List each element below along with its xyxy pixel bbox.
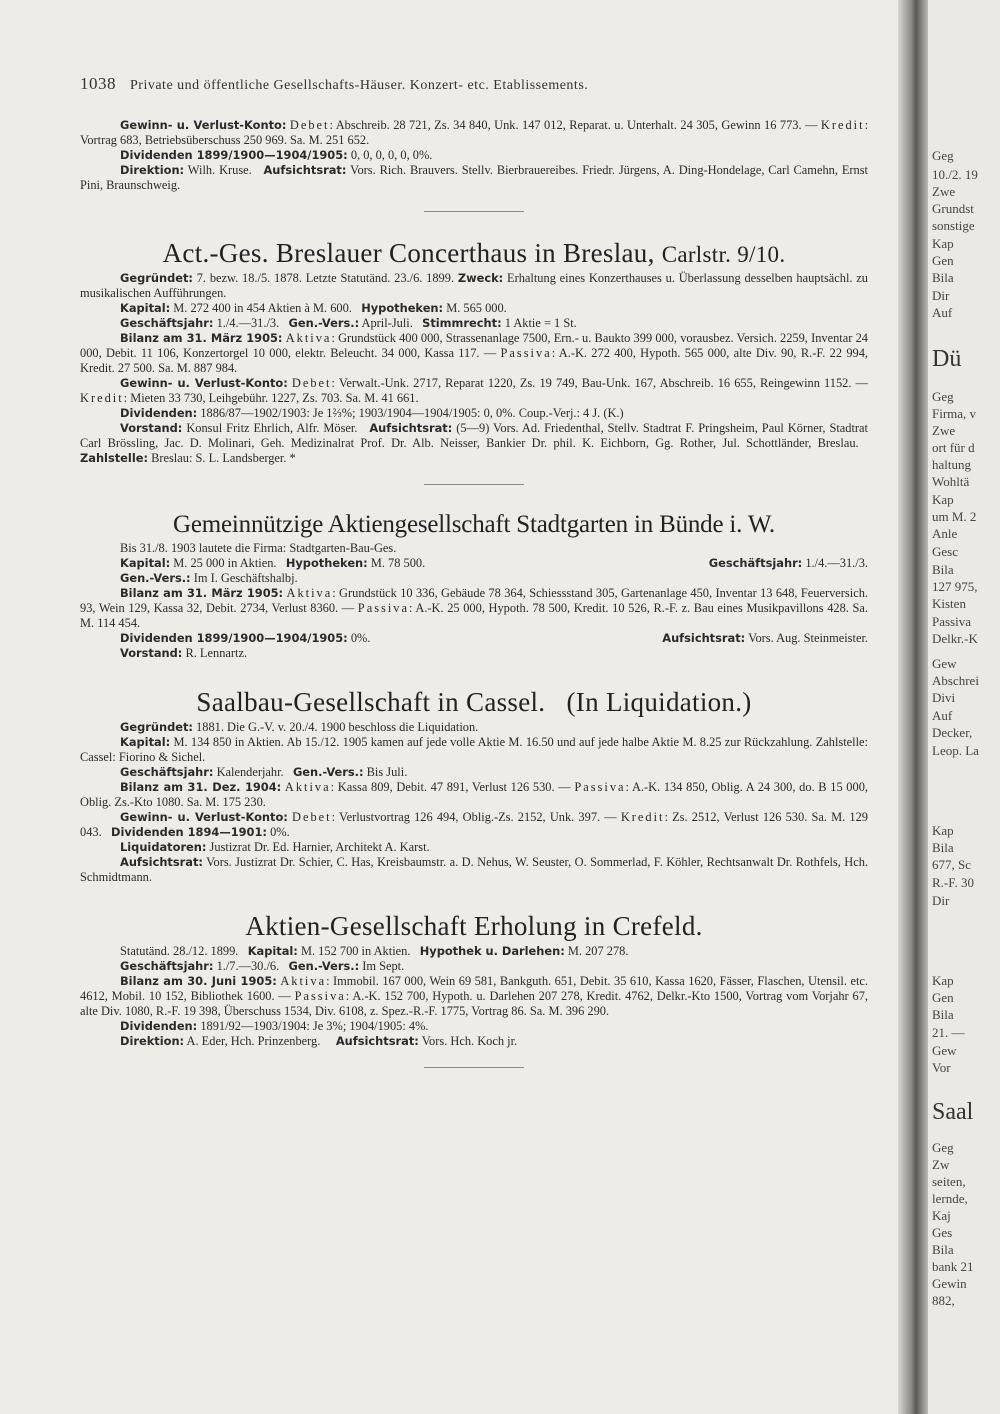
fragment-text: Gew <box>932 656 957 671</box>
text: 0%. <box>347 631 371 645</box>
text: : Abschreib. 28 721, Zs. 34 840, Unk. 147 012, Reparat. u. Unterhalt. 24 305, Gewinn 16 773. — <box>329 118 821 132</box>
fragment-text: lernde, <box>932 1191 968 1206</box>
paragraph <box>80 959 868 974</box>
adjacent-page-fragment <box>928 0 1000 1414</box>
label: Zweck: <box>457 271 504 285</box>
text: Aktiva <box>285 331 332 345</box>
entry-continuation <box>80 118 868 212</box>
label: Geschäftsjahr: <box>120 316 214 330</box>
fragment-text: Gesc <box>932 544 958 559</box>
fragment-text: sonstige <box>932 218 975 233</box>
label: Aufsichtsrat: <box>335 1034 419 1048</box>
paragraph <box>80 974 868 1019</box>
title-suffix: (In Liquidation.) <box>566 687 752 717</box>
text: Debet <box>291 376 332 390</box>
text: Statutänd. 28./12. 1899. <box>120 944 239 958</box>
label: Gewinn- u. Verlust-Konto: <box>120 810 288 824</box>
fragment-text: Dir <box>932 893 950 908</box>
fragment-text: R.-F. 30 <box>932 875 974 890</box>
entry-stadtgarten-buende <box>80 511 868 661</box>
paragraph <box>80 720 868 735</box>
fragment-text: Divi <box>932 690 956 705</box>
fragment-text: Abschrei <box>932 673 979 688</box>
fragment-text: Kap <box>932 236 954 251</box>
text: 7. bezw. 18./5. 1878. Letzte Statutänd. 23./6. 1899. <box>192 271 455 285</box>
text: : A.-K. 272 400, Hypoth. 565 000, alte Div. 90, R.-F. 22 994, Kredit. 27 500. Sa. M. 887 984. <box>80 346 869 375</box>
fragment-text: Geg <box>932 148 954 163</box>
text: 1./4.—31./3. <box>213 316 280 330</box>
label: Bilanz am 30. Juni 1905: <box>120 974 277 988</box>
fragment-text: Passiva <box>932 614 971 629</box>
paragraph <box>80 163 868 193</box>
paragraph <box>80 421 868 466</box>
paragraph <box>80 556 868 571</box>
text: Bis 31./8. 1903 lautete die Firma: Stadtgarten-Bau-Ges. <box>120 541 397 555</box>
paragraph <box>80 855 868 885</box>
text: Aktiva <box>286 586 333 600</box>
text: Konsul Fritz Ehrlich, Alfr. Möser. <box>182 421 358 435</box>
paragraph <box>80 148 868 163</box>
label: Zahlstelle: <box>80 451 148 465</box>
fragment-text: 21. — <box>932 1025 965 1040</box>
fragment-text: seiten, <box>932 1174 966 1189</box>
label: Direktion: <box>120 163 185 177</box>
fragment-text: Vor <box>932 1060 951 1075</box>
label: Dividenden: <box>120 406 198 420</box>
label: Dividenden 1894—1901: <box>110 825 267 839</box>
paragraph <box>80 840 868 855</box>
text: : Kassa 809, Debit. 47 891, Verlust 126 530. — <box>330 780 575 794</box>
fragment-text: Bila <box>932 270 954 285</box>
text: Kredit <box>80 391 124 405</box>
label: Kapital: <box>247 944 298 958</box>
title-text: Saalbau-Gesellschaft in Cassel. <box>196 687 546 717</box>
divider <box>424 484 524 485</box>
text: 0, 0, 0, 0, 0, 0%. <box>347 148 433 162</box>
text: 1891/92—1903/1904: Je 3%; 1904/1905: 4%. <box>197 1019 429 1033</box>
entry-title: Gemeinnützige Aktiengesellschaft Stadtgarten in Bünde i. W. <box>173 511 775 538</box>
divider <box>424 211 524 212</box>
label: Gewinn- u. Verlust-Konto: <box>120 118 287 132</box>
fragment-text: Bila <box>932 840 954 855</box>
fragment-text: Geg <box>932 1140 954 1155</box>
text: Passiva <box>357 601 409 615</box>
label: Gen.-Vers.: <box>288 316 360 330</box>
label: Stimmrecht: <box>422 316 502 330</box>
text: 1 Aktie = 1 St. <box>501 316 577 330</box>
label: Hypotheken: <box>285 556 368 570</box>
label: Geschäftsjahr: <box>708 556 803 570</box>
fragment-text: Zwe <box>932 423 956 438</box>
fragment-text: ort für d <box>932 440 975 455</box>
fragment-text: Zwe <box>932 184 956 199</box>
label: Kapital: <box>120 556 171 570</box>
entry-title: Aktien-Gesellschaft Erholung in Crefeld. <box>245 911 703 941</box>
label: Bilanz am 31. März 1905: <box>120 586 284 600</box>
fragment-text: haltung <box>932 457 971 472</box>
paragraph <box>80 118 868 148</box>
paragraph <box>80 1034 868 1049</box>
label: Bilanz am 31. Dez. 1904: <box>120 780 282 794</box>
text: Passiva <box>294 989 346 1003</box>
text: 0%. <box>266 825 290 839</box>
paragraph <box>80 631 868 646</box>
fragment-text: Gewin <box>932 1276 967 1291</box>
fragment-text: Anle <box>932 526 958 541</box>
label: Vorstand: <box>120 646 183 660</box>
text: M. 565 000. <box>443 301 507 315</box>
fragment-text: Zw <box>932 1157 950 1172</box>
book-gutter <box>898 0 928 1414</box>
fragment-text: Leop. La <box>932 743 979 758</box>
fragment-text: Ges <box>932 1225 953 1240</box>
paragraph <box>80 376 868 406</box>
text: Vors. Rich. Brauvers. Stellv. Bierbrauereibes. Friedr. Jürgens, A. Ding-Hondelage, Carl Camehn, Ernst Pini, Braunschweig. <box>80 163 868 192</box>
label: Geschäftsjahr: <box>120 959 214 973</box>
fragment-text: Geg <box>932 389 954 404</box>
label: Direktion: <box>120 1034 185 1048</box>
text: April-Juli. <box>359 316 413 330</box>
fragment-text: Kap <box>932 492 954 507</box>
label: Aufsichtsrat: <box>263 163 347 177</box>
entry-breslauer-concerthaus <box>80 238 868 485</box>
fragment-text: Bila <box>932 1007 954 1022</box>
paragraph <box>80 646 868 661</box>
text: Aktiva <box>280 974 327 988</box>
paragraph <box>80 331 868 376</box>
text: Kredit <box>620 810 665 824</box>
title-address: Carlstr. 9/10. <box>661 242 786 267</box>
fragment-text: Kap <box>932 973 954 988</box>
fragment-text: Kaj <box>932 1208 951 1223</box>
text: Im Sept. <box>359 959 405 973</box>
label: Liquidatoren: <box>120 840 207 854</box>
fragment-text: 882, <box>932 1293 955 1308</box>
text: : A.-K. 152 700, Hypoth. u. Darlehen 207 278, Kredit. 4762, Delkr.-Kto 1500, Vortrag vom Vorjahr 67, alte Div. 1080, R.-F. 19 398, Überschuss 1534, Div. 6108, z. Spez.-R.-F. 1775, Vortrag 86. Sa. M. 396 290. <box>80 989 868 1018</box>
text: Wilh. Kruse. <box>184 163 252 177</box>
text: : Zs. 2512, Verlust 126 530. Sa. M. 129 043. <box>80 810 868 839</box>
paragraph <box>80 810 868 840</box>
label: Dividenden 1899/1900—1904/1905: <box>120 148 348 162</box>
text: Kredit <box>820 118 865 132</box>
fragment-text: Firma, v <box>932 406 977 421</box>
entry-title <box>80 238 868 269</box>
paragraph <box>80 586 868 631</box>
text: Justizrat Dr. Ed. Harnier, Architekt A. Karst. <box>206 840 430 854</box>
label: Gewinn- u. Verlust-Konto: <box>120 376 288 390</box>
text: (5—9) Vors. Ad. Friedenthal, Stellv. Stadtrat F. Pringsheim, Paul Körner, Stadtrat Carl Brössling, Jac. D. Molinari, Geh. Medizinalrat Prof. Dr. Alb. Neisser, Bankier Dr. phil. K. Eichborn, Gg. Rother, Jul. Schottländer, Breslau. <box>80 421 868 450</box>
text: M. 25 000 in Aktien. <box>170 556 277 570</box>
text: : A.-K. 134 850, Oblig. A 24 300, do. B 15 000, Oblig. Zs.-Kto 1080. Sa. M. 175 230. <box>80 780 868 809</box>
label: Dividenden: <box>120 1019 198 1033</box>
label: Bilanz am 31. März 1905: <box>120 331 283 345</box>
title-text: Act.-Ges. Breslauer Concerthaus in Breslau, <box>162 238 655 268</box>
fragment-text: bank 21 <box>932 1259 974 1274</box>
label: Geschäftsjahr: <box>120 765 214 779</box>
paragraph <box>80 406 868 421</box>
text: M. 272 400 in 454 Aktien à M. 600. <box>170 301 352 315</box>
fragment-text: Delkr.-K <box>932 631 978 646</box>
fragment-text: Gen <box>932 990 954 1005</box>
text: Vors. Aug. Steinmeister. <box>745 631 868 645</box>
fragment-text: Kisten <box>932 596 966 611</box>
text: Debet <box>292 810 332 824</box>
fragment-text: 677, Sc <box>932 857 971 872</box>
paragraph <box>80 944 868 959</box>
label: Gegründet: <box>120 271 193 285</box>
fragment-text: Kap <box>932 823 954 838</box>
label: Kapital: <box>120 735 171 749</box>
running-header <box>80 74 870 94</box>
text: : Immobil. 167 000, Wein 69 581, Bankguth. 651, Debit. 35 610, Kassa 1620, Fässer, Flaschen, Utensil. etc. 4612, Mobil. 10 152, Bibliothek 1600. — <box>80 974 868 1003</box>
text: : Mieten 33 730, Leihgebühr. 1227, Zs. 703. Sa. M. 41 661. <box>123 391 419 405</box>
text: Erhaltung eines Konzerthauses u. Überlassung desselben hauptsächl. zu musikalischen Aufführungen. <box>80 271 868 300</box>
label: Hypothek u. Darlehen: <box>419 944 565 958</box>
paragraph <box>80 316 868 331</box>
fragment-heading: Saal <box>932 1099 974 1125</box>
text: Kalenderjahr. <box>213 765 284 779</box>
fragment-text: 10./2. 19 <box>932 167 978 182</box>
entry-title <box>80 687 868 718</box>
label: Aufsichtsrat: <box>662 631 746 645</box>
label: Dividenden 1899/1900—1904/1905: <box>120 631 348 645</box>
fragment-text: Auf <box>932 708 953 723</box>
text: Passiva <box>574 780 626 794</box>
running-title: Private und öffentliche Gesellschafts-Häuser. Konzert- etc. Etablissements. <box>130 78 589 93</box>
fragment-text: Decker, <box>932 725 973 740</box>
fragment-text: Auf <box>932 305 953 320</box>
text: M. 152 700 in Aktien. <box>297 944 411 958</box>
text: Passiva <box>500 346 552 360</box>
divider <box>424 1067 524 1068</box>
paragraph <box>80 271 868 301</box>
label: Vorstand: <box>120 421 183 435</box>
text: M. 78 500. <box>367 556 426 570</box>
fragment-text: um M. 2 <box>932 509 977 524</box>
text: Aktiva <box>284 780 331 794</box>
fragment-text: Dir <box>932 288 950 303</box>
label: Aufsichtsrat: <box>120 855 203 869</box>
text: M. 134 850 in Aktien. Ab 15./12. 1905 kamen auf jede volle Aktie M. 16.50 und auf jede halbe Aktie M. 8.25 zur Rückzahlung. Zahlstelle: Cassel: Fiorino & Sichel. <box>80 735 868 764</box>
page-content <box>80 118 868 1068</box>
label: Aufsichtsrat: <box>369 421 453 435</box>
text: 1886/87—1902/1903: Je 1⅔%; 1903/1904—1904/1905: 0, 0%. Coup.-Verj.: 4 J. (K.) <box>197 406 624 420</box>
text: : A.-K. 25 000, Hypoth. 78 500, Kredit. 10 526, R.-F. z. Bau eines Musikpavillons 428. Sa. M. 114 454. <box>80 601 869 630</box>
paragraph <box>80 735 868 765</box>
text: 1881. Die G.-V. v. 20./4. 1900 beschloss die Liquidation. <box>192 720 479 734</box>
text: Im I. Geschäftshalbj. <box>190 571 298 585</box>
label: Gegründet: <box>120 720 193 734</box>
text: 1./7.—30./6. <box>213 959 280 973</box>
paragraph <box>80 301 868 316</box>
text: Breslau: S. L. Landsberger. * <box>148 451 296 465</box>
fragment-text: 127 975, <box>932 579 978 594</box>
fragment-text: Bila <box>932 562 954 577</box>
text: : Grundstück 10 336, Gebäude 78 364, Schiessstand 305, Gartenanlage 450, Inventar 13 648, Feuerversich. 93, Wein 129, Kassa 32, Debit. 2734, Verlust 8360. — <box>80 586 868 615</box>
fragment-text: Grundst <box>932 201 974 216</box>
text: Vors. Justizrat Dr. Schier, C. Has, Kreisbaumstr. a. D. Nehus, W. Seuster, O. Sommerlad, F. Köhler, Rechtsanwalt Dr. Rothfels, Hch. Schmidtmann. <box>80 855 868 884</box>
text: Debet <box>289 118 330 132</box>
label: Gen.-Vers.: <box>288 959 360 973</box>
text: : Vortrag 683, Betriebsüberschuss 250 969. Sa. M. 251 652. <box>80 118 869 147</box>
fragment-text: Gew <box>932 1043 957 1058</box>
paragraph <box>80 1019 868 1034</box>
fragment-text: Bila <box>932 1242 954 1257</box>
text: A. Eder, Hch. Prinzenberg. <box>184 1034 321 1048</box>
paragraph <box>80 571 868 586</box>
page-number: 1038 <box>80 74 116 93</box>
label: Gen.-Vers.: <box>292 765 364 779</box>
entry-saalbau-cassel <box>80 687 868 885</box>
label: Kapital: <box>120 301 171 315</box>
label: Gen.-Vers.: <box>120 571 191 585</box>
paragraph <box>80 541 868 556</box>
text: : Verwalt.-Unk. 2717, Reparat 1220, Zs. 19 749, Bau-Unk. 167, Abschreib. 16 655, Reingewinn 1152. — <box>331 376 868 390</box>
entry-erholung-crefeld <box>80 911 868 1068</box>
text: Vors. Hch. Koch jr. <box>418 1034 518 1048</box>
text: R. Lennartz. <box>182 646 248 660</box>
fragment-heading: Dü <box>932 346 962 372</box>
paragraph <box>80 765 868 780</box>
label: Hypotheken: <box>361 301 444 315</box>
fragment-text: Gen <box>932 253 954 268</box>
paragraph <box>80 780 868 810</box>
text: : Grundstück 400 000, Strassenanlage 7500, Ern.- u. Baukto 399 000, vorausbez. Versich. 2259, Inventar 24 000, Debit. 11 106, Konzertorgel 10 000, elektr. Beleucht. 34 000, Kassa 117. — <box>80 331 868 360</box>
fragment-text: Wohltä <box>932 474 970 489</box>
text: Bis Juli. <box>363 765 408 779</box>
text: 1./4.—31./3. <box>802 556 868 570</box>
text: M. 207 278. <box>564 944 629 958</box>
text: : Verlustvortrag 126 494, Oblig.-Zs. 2152, Unk. 397. — <box>331 810 621 824</box>
